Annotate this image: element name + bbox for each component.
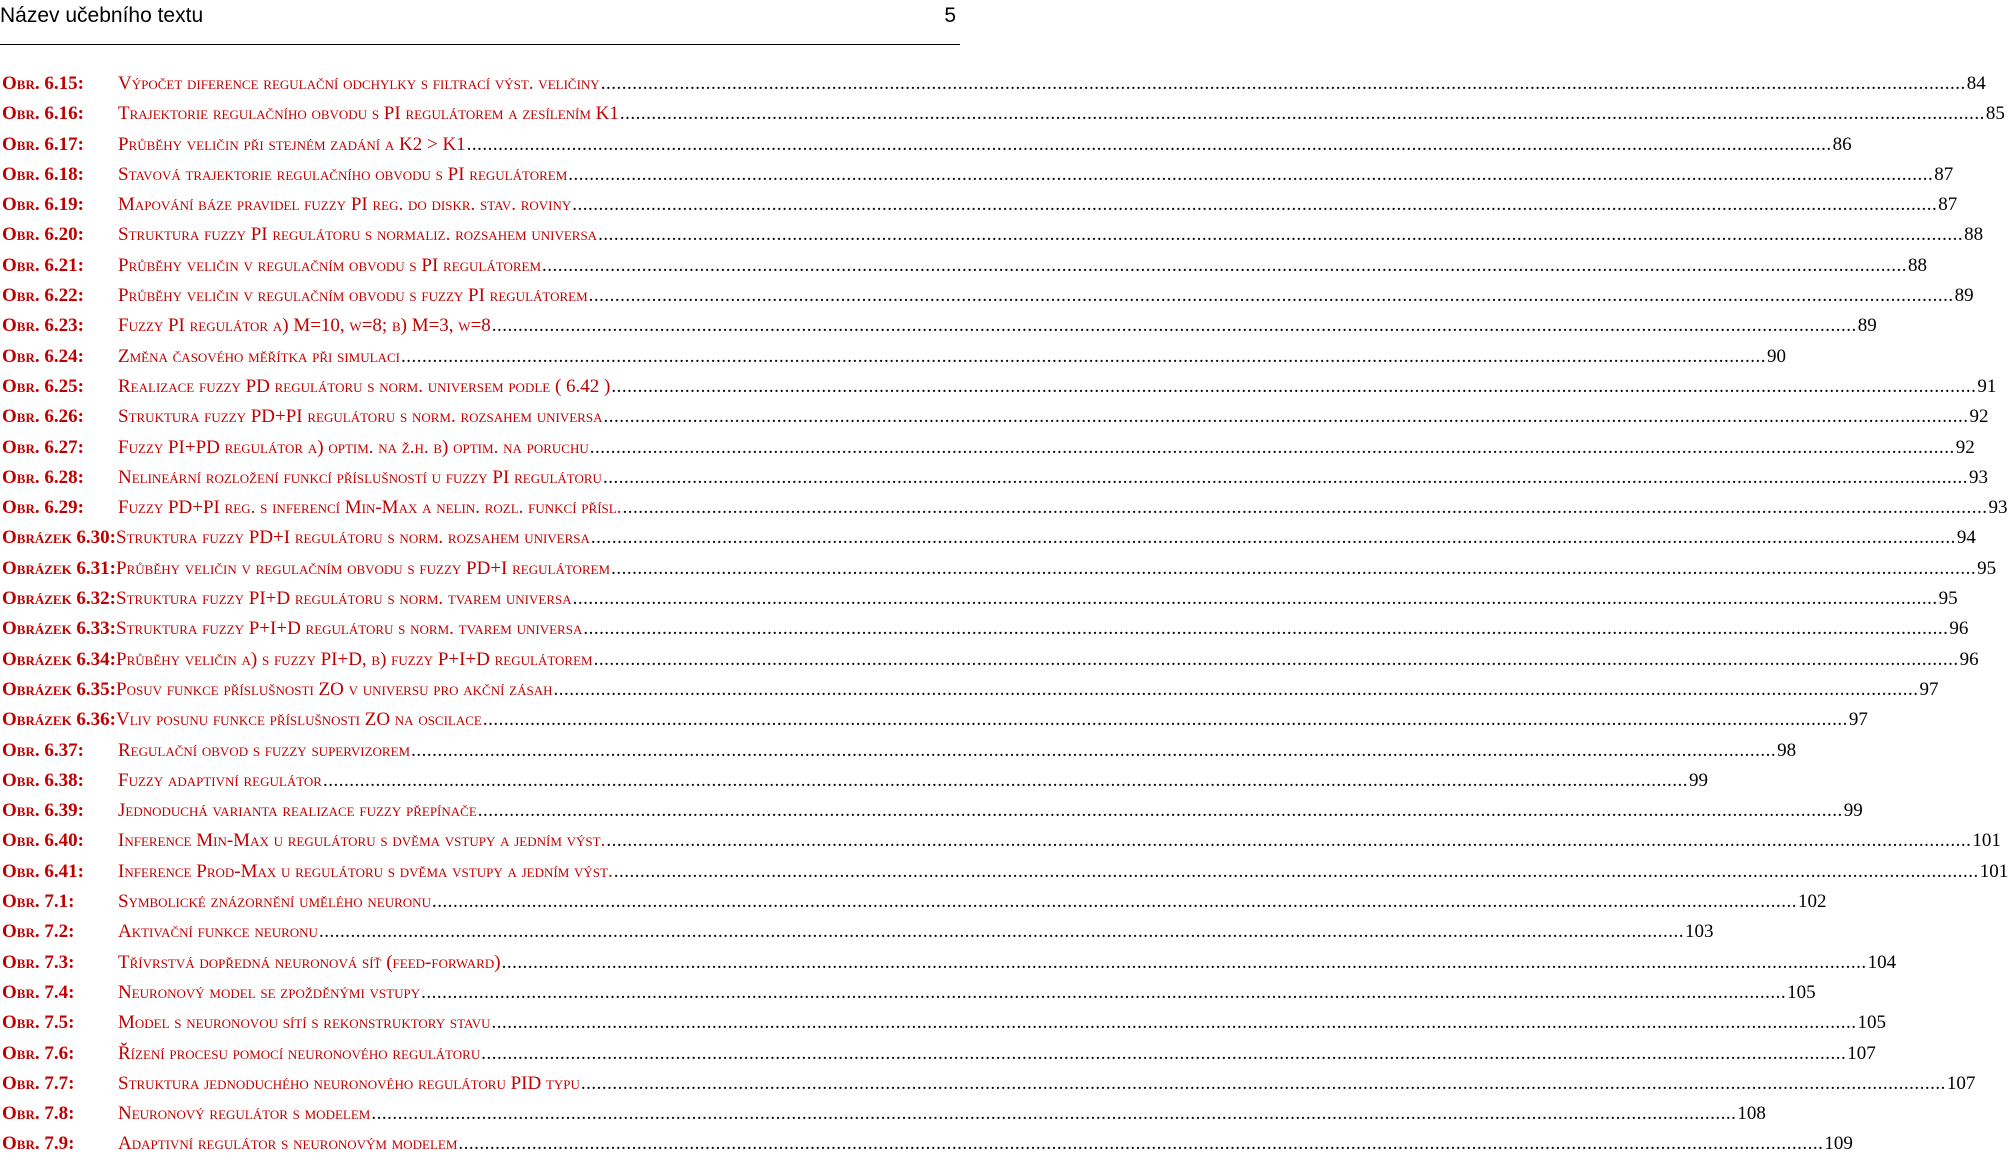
dot-leader xyxy=(492,311,1857,341)
toc-entry[interactable] xyxy=(2,857,2008,887)
figure-label: Obr. 6.26: xyxy=(2,406,84,428)
figure-label: Obrázek 6.33: xyxy=(2,618,117,640)
toc-entry[interactable] xyxy=(2,675,1939,705)
figure-caption: Průběhy veličin v regulačním obvodu s fuzzy PD+I regulátorem xyxy=(116,557,611,579)
figure-caption: Struktura fuzzy PI regulátoru s normaliz. rozsahem universa xyxy=(118,224,598,246)
figure-caption: Neuronový regulátor s modelem xyxy=(118,1103,371,1125)
toc-entry[interactable] xyxy=(2,220,1984,250)
dot-leader xyxy=(542,251,1907,281)
page-reference: 92 xyxy=(1969,406,1989,428)
figure-caption: Mapování báze pravidel fuzzy PI reg. do diskr. stav. roviny xyxy=(118,194,572,216)
figure-caption: Regulační obvod s fuzzy supervizorem xyxy=(118,739,411,761)
page-reference: 92 xyxy=(1955,436,1975,458)
figure-label: Obr. 7.2: xyxy=(2,921,75,943)
page-reference: 104 xyxy=(1867,951,1897,973)
page-reference: 86 xyxy=(1832,133,1852,155)
page-reference: 90 xyxy=(1766,345,1786,367)
figure-label: Obr. 7.6: xyxy=(2,1042,75,1064)
page-reference: 107 xyxy=(1847,1042,1876,1064)
figure-label: Obr. 6.39: xyxy=(2,800,84,822)
toc-entry[interactable] xyxy=(2,433,1975,463)
dot-leader xyxy=(458,1129,1823,1159)
dot-leader xyxy=(432,887,1797,917)
figure-caption: Inference Min-Max u regulátoru s dvěma vstupy a jedním výst. xyxy=(118,830,606,852)
figure-caption: Průběhy veličin v regulačním obvodu s PI regulátorem xyxy=(118,254,542,276)
figure-caption: Řízení procesu pomocí neuronového regulátoru xyxy=(118,1042,481,1064)
dot-leader xyxy=(411,736,1776,766)
toc-entry[interactable] xyxy=(2,251,1928,281)
figure-caption: Adaptivní regulátor s neuronovým modelem xyxy=(118,1133,458,1155)
figure-caption: Neuronový model se zpožděnými vstupy xyxy=(118,981,421,1003)
figure-label: Obr. 6.19: xyxy=(2,194,84,216)
figure-caption: Struktura fuzzy PD+PI regulátoru s norm. rozsahem universa xyxy=(118,406,603,428)
page-reference: 93 xyxy=(1988,497,2008,519)
toc-entry[interactable] xyxy=(2,554,1997,584)
dot-leader xyxy=(590,433,1955,463)
toc-entry[interactable] xyxy=(2,887,1827,917)
figure-caption: Třívrstvá dopředná neuronová síť (feed-forward) xyxy=(118,951,501,973)
dot-leader xyxy=(483,705,1848,735)
page-reference: 99 xyxy=(1688,769,1708,791)
dot-leader xyxy=(421,978,1786,1008)
toc-entry[interactable] xyxy=(2,614,1969,644)
figure-label: Obrázek 6.36: xyxy=(2,709,117,731)
figure-label: Obr. 6.18: xyxy=(2,163,84,185)
toc-entry[interactable] xyxy=(2,796,1863,826)
page-reference: 109 xyxy=(1824,1133,1853,1155)
toc-entry[interactable] xyxy=(2,1008,1887,1038)
dot-leader xyxy=(401,342,1766,372)
dot-leader xyxy=(502,948,1867,978)
figure-label: Obr. 6.40: xyxy=(2,830,84,852)
figure-label: Obr. 6.16: xyxy=(2,103,84,125)
page-reference: 103 xyxy=(1684,921,1714,943)
page-reference: 98 xyxy=(1777,739,1797,761)
figure-label: Obr. 6.20: xyxy=(2,224,84,246)
page-reference: 107 xyxy=(1946,1072,1976,1094)
figure-label: Obr. 6.21: xyxy=(2,254,84,276)
dot-leader xyxy=(601,69,1966,99)
figure-caption: Symbolické znázornění umělého neuronu xyxy=(118,891,431,913)
page-reference: 93 xyxy=(1968,466,1988,488)
figure-caption: Průběhy veličin v regulačním obvodu s fuzzy PI regulátorem xyxy=(118,285,588,307)
dot-leader xyxy=(589,281,1954,311)
dot-leader xyxy=(611,554,1976,584)
toc-entry[interactable] xyxy=(2,99,2005,129)
toc-entry[interactable] xyxy=(2,917,1714,947)
dot-leader xyxy=(573,584,1938,614)
toc-entry[interactable] xyxy=(2,1099,1766,1129)
page-reference: 87 xyxy=(1938,194,1958,216)
toc-entry[interactable] xyxy=(2,493,2008,523)
dot-leader xyxy=(622,493,1987,523)
figure-caption: Struktura fuzzy PI+D regulátoru s norm. tvarem universa xyxy=(116,588,572,610)
figure-label: Obr. 6.29: xyxy=(2,497,84,519)
toc-entry[interactable] xyxy=(2,372,1997,402)
page-reference: 108 xyxy=(1737,1103,1766,1125)
figure-caption: Struktura jednoduchého neuronového regulátoru PID typu xyxy=(118,1072,580,1094)
toc-entry[interactable] xyxy=(2,523,1976,553)
figure-label: Obr. 6.17: xyxy=(2,133,84,155)
toc-entry[interactable] xyxy=(2,826,2001,856)
page-reference: 105 xyxy=(1857,1012,1887,1034)
page-reference: 89 xyxy=(1954,285,1974,307)
page-reference: 91 xyxy=(1977,375,1997,397)
dot-leader xyxy=(620,99,1985,129)
figure-label: Obr. 6.41: xyxy=(2,860,84,882)
list-of-figures xyxy=(2,69,2008,1160)
dot-leader xyxy=(606,826,1971,856)
page-reference: 102 xyxy=(1797,891,1827,913)
toc-entry[interactable] xyxy=(2,190,1958,220)
page-reference: 87 xyxy=(1934,163,1954,185)
figure-label: Obr. 7.5: xyxy=(2,1012,75,1034)
figure-label: Obr. 6.28: xyxy=(2,466,84,488)
figure-caption: Fuzzy PD+PI reg. s inferencí Min-Max a nelin. rozl. funkcí přísl. xyxy=(118,497,622,519)
figure-caption: Inference Prod-Max u regulátoru s dvěma vstupy a jedním výst. xyxy=(118,860,613,882)
dot-leader xyxy=(323,766,1688,796)
dot-leader xyxy=(319,917,1684,947)
dot-leader xyxy=(554,675,1919,705)
figure-caption: Průběhy veličin při stejném zadání a K2 > K1 xyxy=(118,133,466,155)
dot-leader xyxy=(603,402,1968,432)
page-reference: 105 xyxy=(1787,981,1816,1003)
toc-entry[interactable] xyxy=(2,463,1988,493)
toc-entry[interactable] xyxy=(2,402,1989,432)
figure-caption: Struktura fuzzy PD+I regulátoru s norm. rozsahem universa xyxy=(116,527,590,549)
figure-caption: Aktivační funkce neuronu xyxy=(118,921,318,943)
toc-entry[interactable] xyxy=(2,1039,1876,1069)
toc-entry[interactable] xyxy=(2,160,1954,190)
dot-leader xyxy=(611,372,1976,402)
figure-caption: Nelineární rozložení funkcí příslušností u fuzzy PI regulátoru xyxy=(118,466,602,488)
dot-leader xyxy=(467,130,1832,160)
dot-leader xyxy=(568,160,1933,190)
page-reference: 94 xyxy=(1956,527,1976,549)
page-reference: 85 xyxy=(1985,103,2005,125)
page-reference: 95 xyxy=(1977,557,1997,579)
toc-entry[interactable] xyxy=(2,766,1708,796)
dot-leader xyxy=(598,220,1963,250)
figure-caption: Model s neuronovou sítí s rekonstruktory stavu xyxy=(118,1012,491,1034)
figure-label: Obr. 7.8: xyxy=(2,1103,75,1125)
document-title: Název učebního textu xyxy=(0,4,204,27)
page-reference: 101 xyxy=(1972,830,2001,852)
toc-entry[interactable] xyxy=(2,281,1974,311)
dot-leader xyxy=(594,645,1959,675)
figure-caption: Posuv funkce příslušnosti ZO v universu pro akční zásah xyxy=(116,678,553,700)
toc-entry[interactable] xyxy=(2,69,1986,99)
figure-caption: Struktura fuzzy P+I+D regulátoru s norm. tvarem universa xyxy=(116,618,583,640)
page-number: 5 xyxy=(944,4,956,27)
page-reference: 97 xyxy=(1919,678,1939,700)
toc-entry[interactable] xyxy=(2,948,1897,978)
page-reference: 88 xyxy=(1964,224,1984,246)
toc-entry[interactable] xyxy=(2,584,1958,614)
page-reference: 88 xyxy=(1908,254,1928,276)
figure-label: Obr. 7.7: xyxy=(2,1072,75,1094)
dot-leader xyxy=(581,1069,1946,1099)
toc-entry[interactable] xyxy=(2,311,1877,341)
figure-label: Obr. 7.3: xyxy=(2,951,75,973)
figure-caption: Fuzzy adaptivní regulátor xyxy=(118,769,322,791)
toc-entry[interactable] xyxy=(2,1129,1853,1159)
toc-entry[interactable] xyxy=(2,130,1852,160)
page-reference: 84 xyxy=(1966,73,1986,94)
figure-label: Obrázek 6.30: xyxy=(2,527,117,549)
page-reference: 95 xyxy=(1938,588,1958,610)
figure-label: Obr. 7.1: xyxy=(2,891,75,913)
figure-caption: Fuzzy PI+PD regulátor a) optim. na ž.h. b) optim. na poruchu xyxy=(118,436,589,458)
page-header xyxy=(0,0,960,45)
toc-entry[interactable] xyxy=(2,705,1868,735)
dot-leader xyxy=(481,1039,1846,1069)
dot-leader xyxy=(614,857,1979,887)
dot-leader xyxy=(371,1099,1736,1129)
figure-caption: Výpočet diference regulační odchylky s filtrací výst. veličiny xyxy=(118,73,600,94)
page-reference: 99 xyxy=(1843,800,1863,822)
toc-entry[interactable] xyxy=(2,342,1786,372)
dot-leader xyxy=(583,614,1948,644)
figure-label: Obr. 6.27: xyxy=(2,436,84,458)
figure-label: Obr. 6.24: xyxy=(2,345,84,367)
dot-leader xyxy=(572,190,1937,220)
page-reference: 101 xyxy=(1979,860,2008,882)
figure-label: Obrázek 6.32: xyxy=(2,588,117,610)
toc-entry[interactable] xyxy=(2,978,1816,1008)
page-reference: 89 xyxy=(1857,315,1877,337)
dot-leader xyxy=(603,463,1968,493)
page-reference: 97 xyxy=(1848,709,1868,731)
figure-caption: Trajektorie regulačního obvodu s PI regulátorem a zesílením K1 xyxy=(118,103,619,125)
figure-caption: Jednoduchá varianta realizace fuzzy přepínače xyxy=(118,800,477,822)
toc-entry[interactable] xyxy=(2,645,1979,675)
figure-label: Obr. 7.4: xyxy=(2,981,75,1003)
dot-leader xyxy=(492,1008,1857,1038)
figure-label: Obr. 6.15: xyxy=(2,73,84,94)
toc-entry[interactable] xyxy=(2,736,1797,766)
figure-caption: Vliv posunu funkce příslušnosti ZO na oscilace xyxy=(116,709,482,731)
figure-caption: Realizace fuzzy PD regulátoru s norm. universem podle ( 6.42 ) xyxy=(118,375,611,397)
figure-label: Obr. 6.25: xyxy=(2,375,84,397)
figure-caption: Změna časového měřítka při simulaci xyxy=(118,345,400,367)
figure-label: Obr. 6.37: xyxy=(2,739,84,761)
figure-caption: Stavová trajektorie regulačního obvodu s PI regulátorem xyxy=(118,163,568,185)
page-reference: 96 xyxy=(1959,648,1979,670)
dot-leader xyxy=(478,796,1843,826)
page-reference: 96 xyxy=(1949,618,1969,640)
figure-caption: Fuzzy PI regulátor a) M=10, w=8; b) M=3, w=8 xyxy=(118,315,491,337)
figure-label: Obr. 7.9: xyxy=(2,1133,75,1155)
figure-label: Obrázek 6.35: xyxy=(2,678,117,700)
figure-label: Obr. 6.23: xyxy=(2,315,84,337)
figure-label: Obr. 6.22: xyxy=(2,285,84,307)
dot-leader xyxy=(591,523,1956,553)
figure-label: Obr. 6.38: xyxy=(2,769,84,791)
toc-entry[interactable] xyxy=(2,1069,1976,1099)
figure-label: Obrázek 6.31: xyxy=(2,557,117,579)
figure-label: Obrázek 6.34: xyxy=(2,648,117,670)
figure-caption: Průběhy veličin a) s fuzzy PI+D, b) fuzzy P+I+D regulátorem xyxy=(116,648,593,670)
